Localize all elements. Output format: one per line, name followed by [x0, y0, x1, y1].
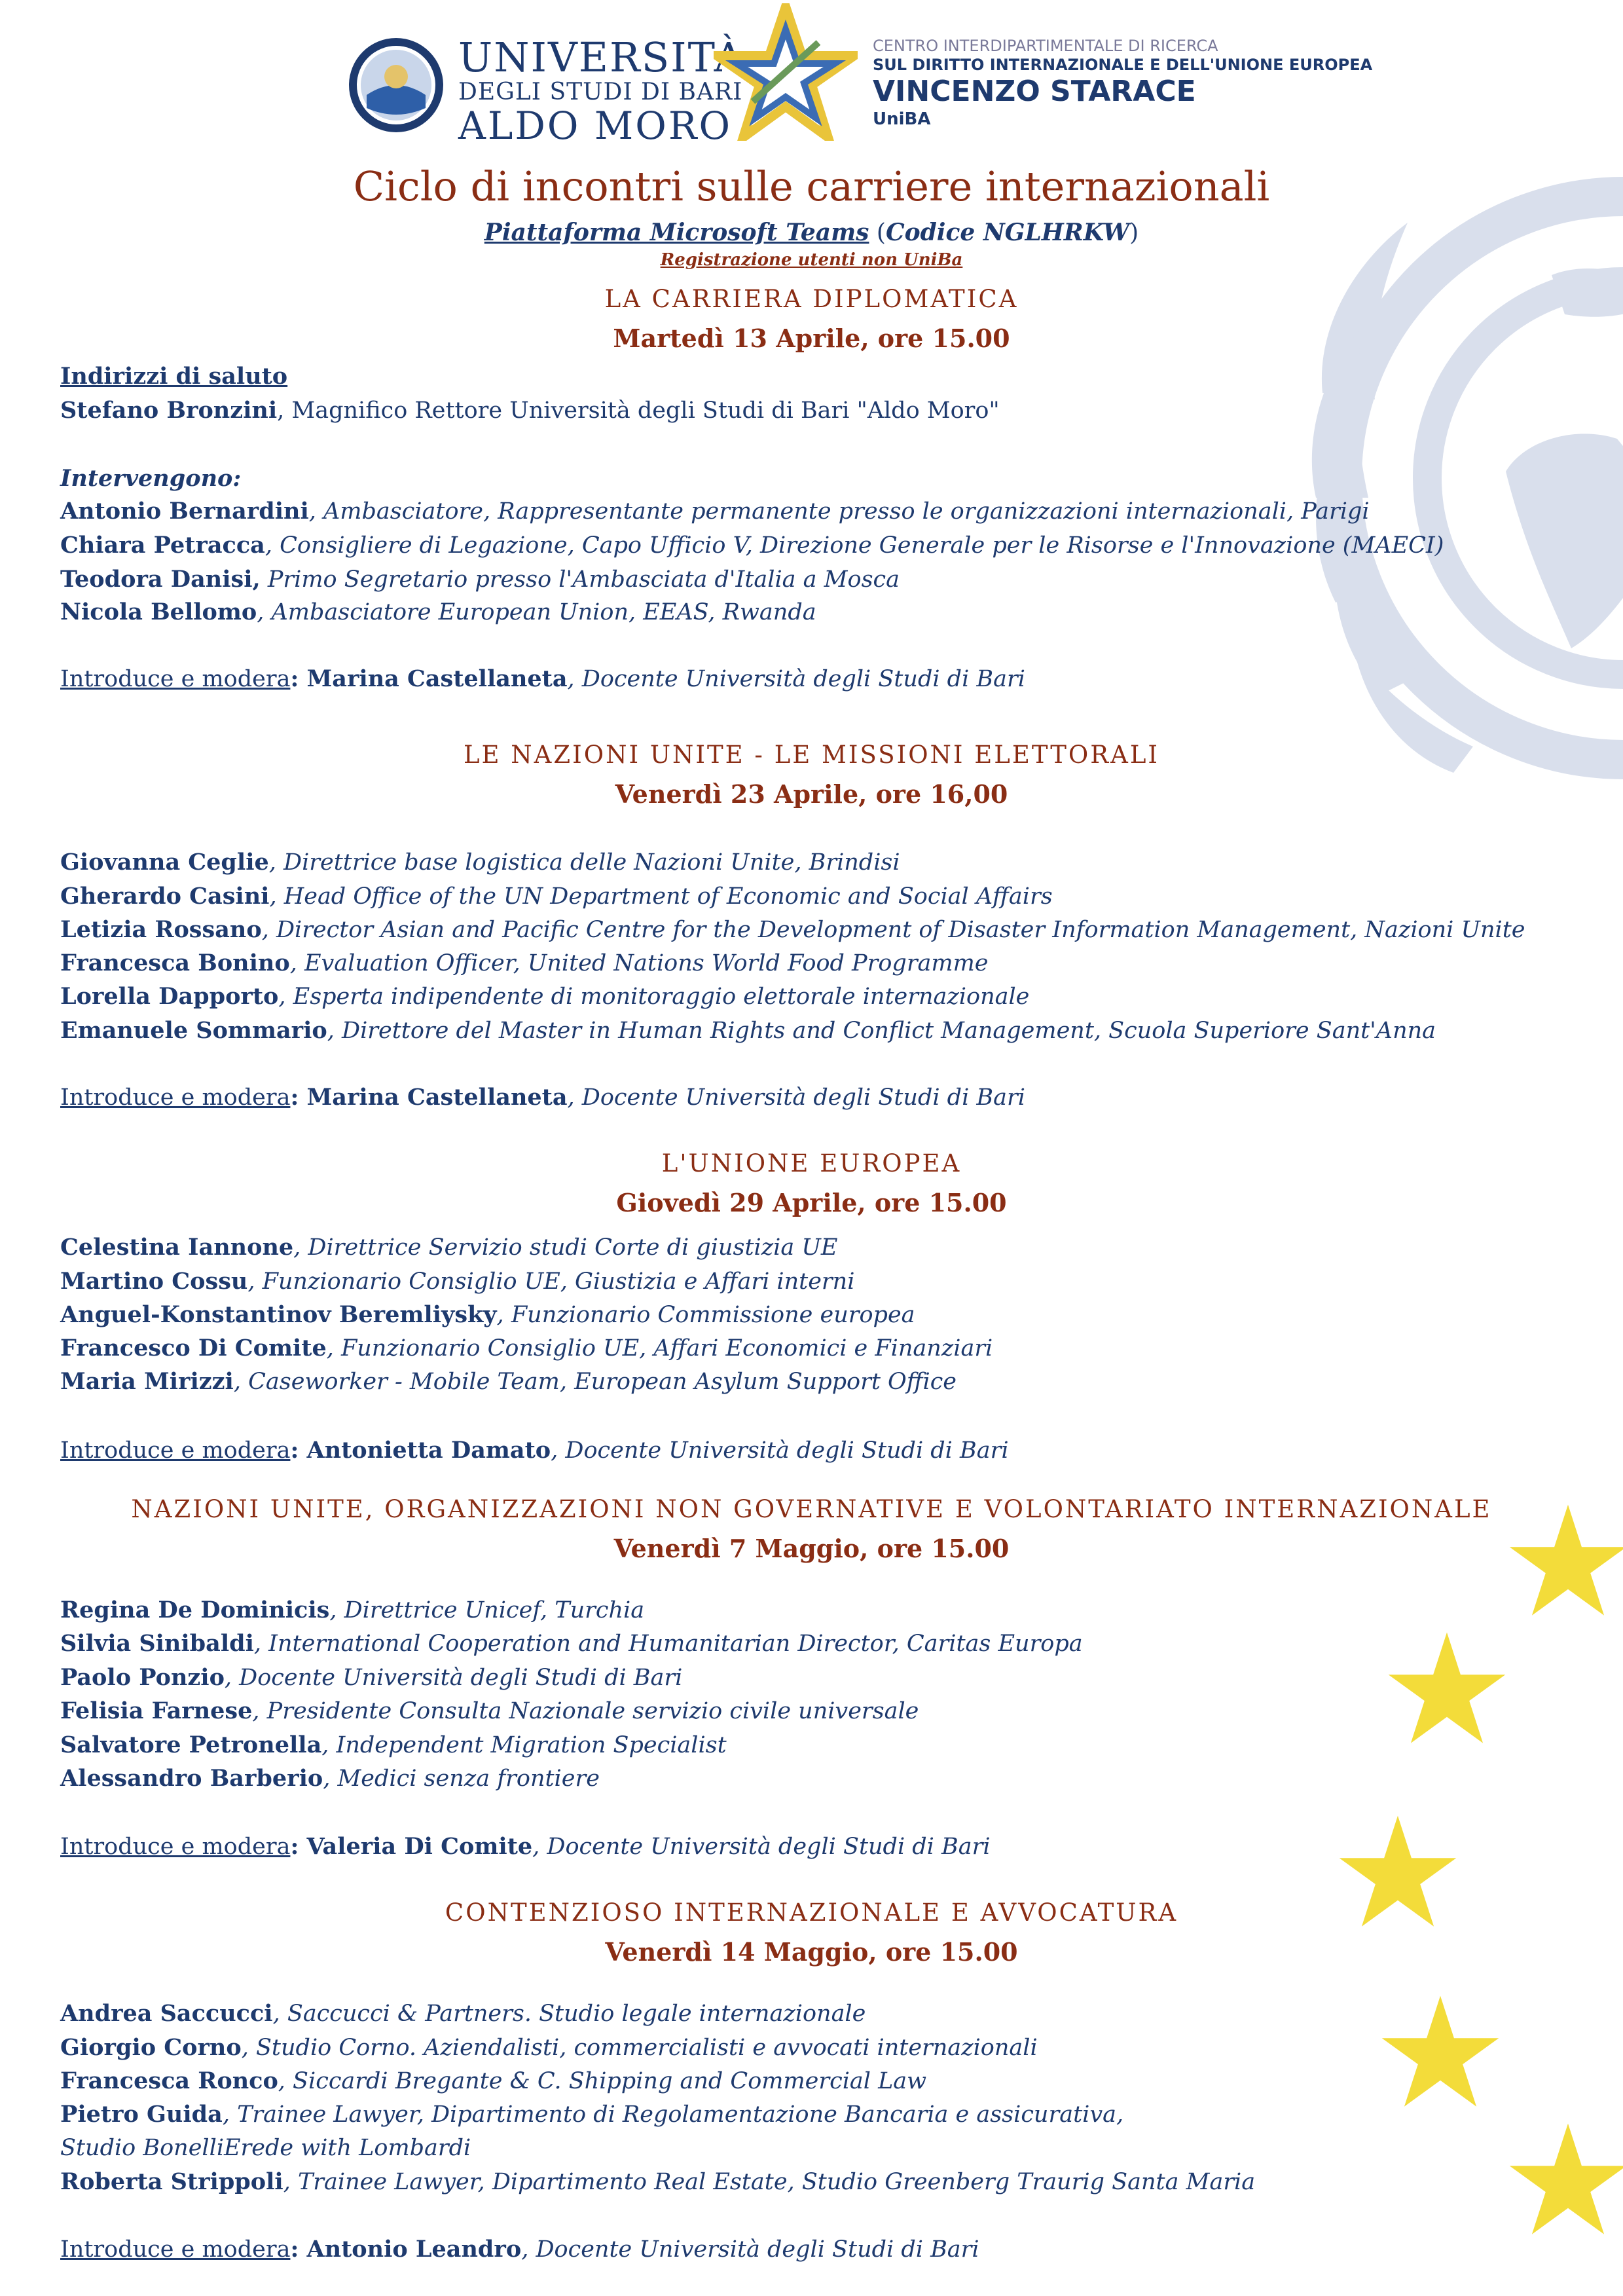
moderator-line: Introduce e modera: Marina Castellaneta, Docente Università degli Studi di Bari [60, 1084, 1025, 1111]
platform-line [0, 216, 1623, 250]
eu-star-icon [1378, 1991, 1503, 2115]
moderator-line: Introduce e modera: Valeria Di Comite, Docente Università degli Studi di Bari [60, 1833, 991, 1860]
speaker-line: Alessandro Barberio, Medici senza frontiere [60, 1765, 600, 1792]
speaker-line: Giovanna Ceglie, Direttrice base logistica delle Nazioni Unite, Brindisi [60, 849, 900, 876]
speaker-line: Teodora Danisi, Primo Segretario presso l'Ambasciata d'Italia a Mosca [60, 566, 900, 593]
centro-name-line2: SUL DIRITTO INTERNAZIONALE E DELL'UNIONE EUROPEA [873, 56, 1373, 74]
section-title: CONTENZIOSO INTERNAZIONALE E AVVOCATURA [445, 1898, 1178, 1927]
title-area [0, 157, 1623, 270]
university-name-line2: DEGLI STUDI DI BARI [458, 79, 743, 105]
eu-star-icon [1385, 1627, 1509, 1752]
speaker-line: Maria Mirizzi, Caseworker - Mobile Team, European Asylum Support Office [60, 1368, 957, 1395]
speaker-line: Francesca Bonino, Evaluation Officer, United Nations World Food Programme [60, 950, 989, 976]
university-seal-icon [347, 36, 445, 134]
speaker-line: Francesca Ronco, Siccardi Bregante & C. Shipping and Commercial Law [60, 2067, 927, 2094]
speaker-line: Martino Cossu, Funzionario Consiglio UE, Giustizia e Affari interni [60, 1268, 855, 1295]
section-date: Venerdì 7 Maggio, ore 15.00 [613, 1534, 1010, 1563]
greetings-label: Indirizzi di saluto [60, 363, 288, 390]
speaker-line: Anguel-Konstantinov Beremliysky, Funzionario Commissione europea [60, 1301, 915, 1328]
speaker-line: Lorella Dapporto, Esperta indipendente di monitoraggio elettorale internazionale [60, 983, 1030, 1010]
speaker-line: Letizia Rossano, Director Asian and Pacific Centre for the Development of Disaster Information Management, Nazioni Unite [60, 916, 1525, 943]
platform-paren-open: ( [869, 219, 886, 246]
centro-star-logo-icon [714, 3, 858, 141]
centro-name-line3: VINCENZO STARACE [873, 75, 1196, 108]
speaker-line: Antonio Bernardini, Ambasciatore, Rappresentante permanente presso le organizzazioni internazionali, Parigi [60, 498, 1370, 525]
platform-link[interactable]: Piattaforma Microsoft Teams [484, 219, 869, 246]
greeting-line: Stefano Bronzini, Magnifico Rettore Università degli Studi di Bari "Aldo Moro" [60, 397, 1000, 424]
section-title: NAZIONI UNITE, ORGANIZZAZIONI NON GOVERNATIVE E VOLONTARIATO INTERNAZIONALE [131, 1495, 1492, 1523]
university-name-line3: ALDO MORO [458, 103, 733, 148]
platform-paren-close: ) [1129, 219, 1139, 246]
section-date: Giovedì 29 Aprile, ore 15.00 [616, 1188, 1007, 1217]
page-title: Ciclo di incontri sulle carriere internazionali [353, 162, 1270, 210]
speaker-line: Paolo Ponzio, Docente Università degli Studi di Bari [60, 1664, 683, 1691]
speaker-line: Silvia Sinibaldi, International Cooperation and Humanitarian Director, Caritas Europa [60, 1630, 1083, 1657]
university-name-line1: UNIVERSITÀ [458, 33, 745, 81]
section-title: L'UNIONE EUROPEA [661, 1149, 962, 1177]
speaker-line: Emanuele Sommario, Direttore del Master in Human Rights and Conflict Management, Scuola Superiore Sant'Anna [60, 1017, 1436, 1044]
speaker-line: Francesco Di Comite, Funzionario Consiglio UE, Affari Economici e Finanziari [60, 1335, 993, 1361]
eu-star-icon [1506, 2119, 1623, 2243]
platform-code: Codice NGLHRKW [885, 219, 1130, 246]
speaker-line-continuation: Studio BonelliErede with Lombardi [60, 2135, 471, 2161]
centro-name [873, 36, 1372, 129]
speaker-line: Gherardo Casini, Head Office of the UN Department of Economic and Social Affairs [60, 883, 1053, 910]
registration-link[interactable]: Registrazione utenti non UniBa [660, 250, 963, 270]
moderator-line: Introduce e modera: Marina Castellaneta, Docente Università degli Studi di Bari [60, 665, 1025, 692]
speaker-line: Felisia Farnese, Presidente Consulta Nazionale servizio civile universale [60, 1697, 919, 1724]
speaker-line: Andrea Saccucci, Saccucci & Partners. Studio legale internazionale [60, 2000, 866, 2027]
speaker-line: Pietro Guida, Trainee Lawyer, Dipartimento di Regolamentazione Bancaria e assicurativa, [60, 2101, 1124, 2128]
section-title: LE NAZIONI UNITE - LE MISSIONI ELETTORALI [463, 741, 1160, 769]
speaker-line: Giorgio Corno, Studio Corno. Aziendalisti, commercialisti e avvocati internazionali [60, 2034, 1038, 2061]
university-name [458, 33, 745, 148]
section-title: LA CARRIERA DIPLOMATICA [604, 285, 1019, 313]
section-date: Venerdì 14 Maggio, ore 15.00 [605, 1937, 1018, 1967]
header [0, 0, 1623, 151]
speakers-label: Intervengono: [60, 465, 242, 492]
centro-name-line1: CENTRO INTERDIPARTIMENTALE DI RICERCA [873, 37, 1218, 55]
speaker-line: Nicola Bellomo, Ambasciatore European Union, EEAS, Rwanda [60, 599, 816, 625]
centro-name-line4: UniBA [873, 109, 931, 129]
speaker-line: Salvatore Petronella, Independent Migration Specialist [60, 1731, 727, 1758]
moderator-line: Introduce e modera: Antonio Leandro, Docente Università degli Studi di Bari [60, 2236, 979, 2263]
section-date: Venerdì 23 Aprile, ore 16,00 [615, 779, 1008, 809]
moderator-line: Introduce e modera: Antonietta Damato, Docente Università degli Studi di Bari [60, 1437, 1009, 1464]
speaker-line: Roberta Strippoli, Trainee Lawyer, Dipartimento Real Estate, Studio Greenberg Traurig Santa Maria [60, 2168, 1256, 2195]
speaker-line: Chiara Petracca, Consigliere di Legazione, Capo Ufficio V, Direzione Generale per le Risorse e l'Innovazione (MAECI) [60, 532, 1444, 559]
speaker-line: Celestina Iannone, Direttrice Servizio studi Corte di giustizia UE [60, 1234, 838, 1261]
section-date: Martedì 13 Aprile, ore 15.00 [613, 324, 1010, 353]
speaker-line: Regina De Dominicis, Direttrice Unicef, Turchia [60, 1597, 645, 1623]
